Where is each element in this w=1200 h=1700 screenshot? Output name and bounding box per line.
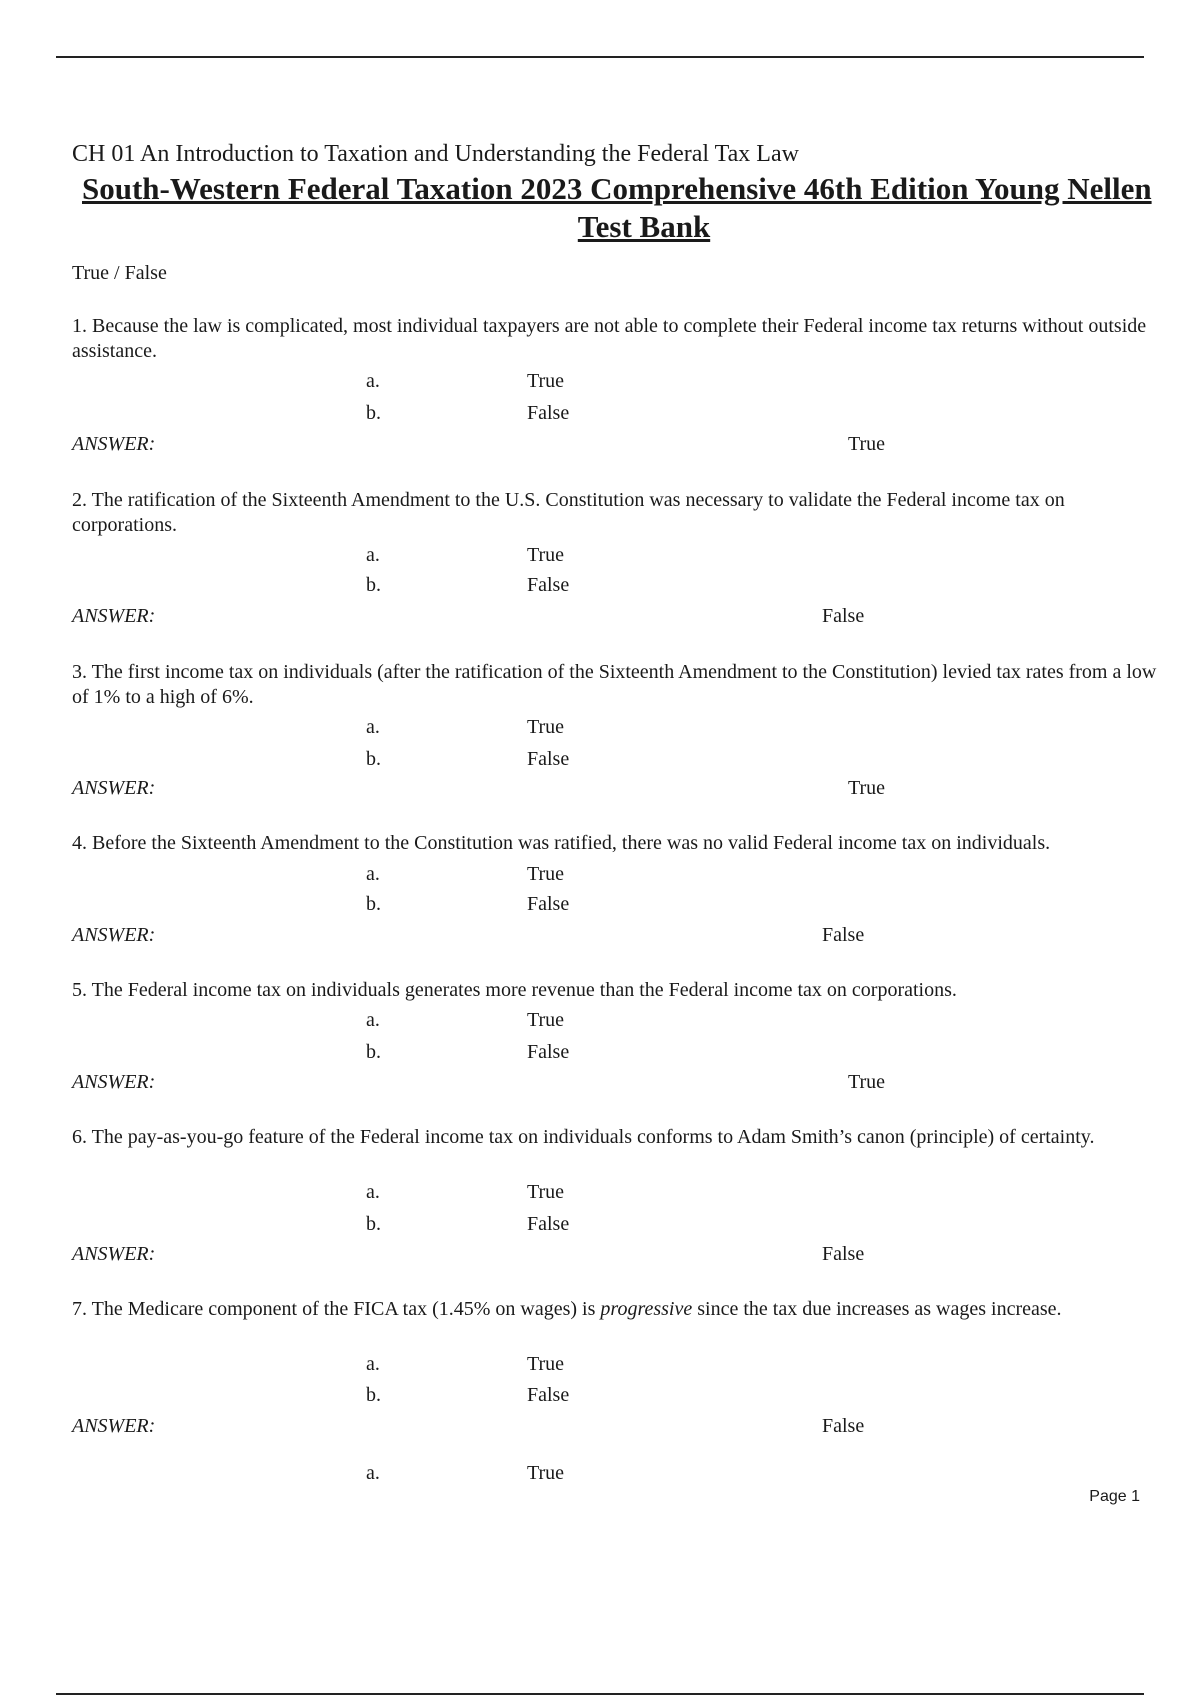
option-letter: a. bbox=[366, 1353, 380, 1375]
option-letter: a. bbox=[366, 544, 380, 566]
question-5 bbox=[72, 978, 1162, 1003]
option-letter: b. bbox=[366, 1213, 381, 1235]
option-value: True bbox=[527, 370, 565, 392]
option-letter: b. bbox=[366, 574, 381, 596]
option-letter: a. bbox=[366, 1462, 380, 1484]
answer-value: True bbox=[848, 1071, 886, 1093]
answer-value: True bbox=[848, 777, 886, 799]
question-text: 4. Before the Sixteenth Amendment to the Constitution was ratified, there was no valid Federal income tax on individuals. bbox=[72, 832, 1051, 854]
option-value: True bbox=[527, 863, 565, 885]
answer-label: ANSWER: bbox=[72, 433, 156, 455]
answer-value: False bbox=[822, 924, 865, 946]
question-2 bbox=[72, 488, 1162, 538]
question-1 bbox=[72, 314, 1162, 364]
option-letter: b. bbox=[366, 1041, 381, 1063]
option-value: False bbox=[527, 748, 570, 770]
top-rule bbox=[56, 56, 1144, 58]
option-value: False bbox=[527, 1384, 570, 1406]
section-heading: True / False bbox=[72, 262, 167, 284]
option-value: True bbox=[527, 1181, 565, 1203]
option-letter: a. bbox=[366, 1181, 380, 1203]
question-6 bbox=[72, 1125, 1162, 1150]
option-value: True bbox=[527, 1462, 565, 1484]
option-letter: b. bbox=[366, 893, 381, 915]
question-text: 5. The Federal income tax on individuals generates more revenue than the Federal income tax on corporations. bbox=[72, 979, 957, 1001]
answer-label: ANSWER: bbox=[72, 924, 156, 946]
question-text: 6. The pay-as-you-go feature of the Federal income tax on individuals conforms to Adam Smith’s canon (principle) of certainty. bbox=[72, 1126, 1095, 1148]
answer-label: ANSWER: bbox=[72, 1415, 156, 1437]
question-7 bbox=[72, 1297, 1162, 1322]
option-value: False bbox=[527, 574, 570, 596]
option-value: False bbox=[527, 893, 570, 915]
answer-value: False bbox=[822, 1415, 865, 1437]
option-letter: b. bbox=[366, 748, 381, 770]
bottom-rule bbox=[56, 1693, 1144, 1695]
question-text: 1. Because the law is complicated, most individual taxpayers are not able to complete their Federal income tax returns without outside assistance. bbox=[72, 315, 1147, 362]
option-letter: a. bbox=[366, 1009, 380, 1031]
option-value: True bbox=[527, 1009, 565, 1031]
question-text: 2. The ratification of the Sixteenth Amendment to the U.S. Constitution was necessary to validate the Federal income tax on corporations. bbox=[72, 489, 1065, 536]
question-3 bbox=[72, 660, 1162, 710]
option-letter: b. bbox=[366, 1384, 381, 1406]
answer-label: ANSWER: bbox=[72, 777, 156, 799]
document-title bbox=[0, 170, 1200, 250]
answer-label: ANSWER: bbox=[72, 1071, 156, 1093]
emphasis-text: progressive bbox=[600, 1298, 693, 1320]
answer-value: False bbox=[822, 1243, 865, 1265]
option-letter: a. bbox=[366, 863, 380, 885]
title-line-2: Test Bank bbox=[577, 209, 711, 244]
question-text: 7. The Medicare component of the FICA tax (1.45% on wages) is progressive since the tax due increases as wages increase. bbox=[72, 1298, 1062, 1320]
answer-label: ANSWER: bbox=[72, 605, 156, 627]
option-value: False bbox=[527, 1213, 570, 1235]
answer-label: ANSWER: bbox=[72, 1243, 156, 1265]
option-value: True bbox=[527, 544, 565, 566]
option-value: False bbox=[527, 1041, 570, 1063]
title-line-1: South-Western Federal Taxation 2023 Comprehensive 46th Edition Young Nellen bbox=[82, 171, 1152, 206]
question-4 bbox=[72, 831, 1162, 856]
option-value: False bbox=[527, 402, 570, 424]
answer-value: False bbox=[822, 605, 865, 627]
option-value: True bbox=[527, 1353, 565, 1375]
chapter-heading: CH 01 An Introduction to Taxation and Understanding the Federal Tax Law bbox=[72, 141, 799, 167]
answer-value: True bbox=[848, 433, 886, 455]
question-text: 3. The first income tax on individuals (after the ratification of the Sixteenth Amendment to the Constitution) levied tax rates from a low of 1% to a high of 6%. bbox=[72, 661, 1157, 708]
option-letter: a. bbox=[366, 370, 380, 392]
option-value: True bbox=[527, 716, 565, 738]
page-number: Page 1 bbox=[1089, 1488, 1140, 1505]
option-letter: a. bbox=[366, 716, 380, 738]
option-letter: b. bbox=[366, 402, 381, 424]
